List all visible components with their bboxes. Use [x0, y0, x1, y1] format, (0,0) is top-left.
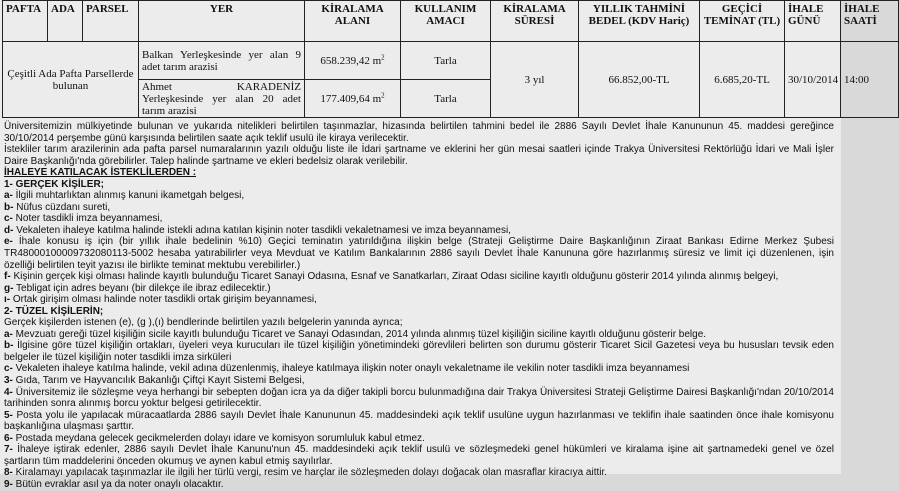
list-item: c- Vekaleten ihaleye katılma halinde, vekil adına düzenlenmiş, ihaleye katılmaya ilişkin noter onaylı vekaletname ile vekilin noter tasdikli imza beyannamesi [4, 363, 690, 375]
deposit-cell: 6.685,20-TL [700, 42, 785, 118]
location-cell: Ahmet KARADENİZ Yerleşkesinde yer alan 20 adet tarım arazisi [139, 80, 305, 118]
list-item: c- Noter tasdikli imza beyannamesi, [4, 213, 163, 225]
col-header-pafta: PAFTA [3, 1, 48, 42]
purpose-cell: Tarla [401, 80, 491, 118]
location-cell: Balkan Yerleşkesinde yer alan 9 adet tarım arazisi [139, 42, 305, 80]
intro-paragraph: İstekliler tarım arazilerinin ada pafta parsel numaralarının yazılı olduğu liste ile İdari şartname ve eklerini her gün mesai saatleri içinde Trakya Üniversitesi Rektörlüğü İdari ve Mali İşler Daire Başkanlığı'nda görebilirler. Talep halinde şartname ve ekleri bedelsiz olarak verilebilir. [4, 144, 834, 167]
area-cell [305, 80, 401, 118]
list-item: a- İlgili muhtarlıktan alınmış kanuni ikametgah belgesi, [4, 190, 245, 202]
section-intro: Gerçek kişilerden istenen (e), (g ),(ı) bendlerinde belirtilen yazılı belgelerin yanında ayrıca; [4, 317, 403, 329]
price-cell: 66.852,00-TL [579, 42, 700, 118]
purpose-cell: Tarla [401, 42, 491, 80]
list-item: ı- Ortak girişim olması halinde noter tasdikli ortak girişim beyannamesi, [4, 294, 317, 306]
parcel-cell: Çeşitli Ada Pafta Parsellerde bulunan [3, 42, 139, 118]
list-item: g- Tebligat için adres beyanı (bir dilekçe ile ibraz edilecektir.) [4, 282, 271, 294]
list-item: b- Nüfus cüzdanı sureti, [4, 201, 111, 213]
tender-time-cell: 14:00 [841, 42, 899, 118]
announcement-body [4, 121, 834, 491]
list-item: 8- Kiralamayı yapılacak taşınmazlar ile ilgili her türlü vergi, resim ve harçlar ile sözleşmeden dolayı doğacak olan masraflar kiracıya aittir. [4, 467, 608, 479]
col-header-parsel: PARSEL [83, 1, 139, 42]
table-header-row [3, 1, 899, 42]
list-item: e- İhale konusu iş için (bir yıllık ihale bedelinin %10) Geçici teminatın yatırıldığına ilişkin belge (Strateji Geliştirme Daire Başkanlığının Ziraat Bankası Edirne Merkez Şubesi TR480001000097320801​13-5002 hesaba yatırabilirler veya Mevduat ve Katılım Bankalarının 2886 sayılı Devlet İhale Kanununa göre hazırlanmış süresiz ve limit içi düzenlenen, işin özelliği belirtilen teyit yazısı ile birlikte teminat mektubu verebilirler.) [4, 236, 834, 271]
col-header-alan: KİRALAMA ALANI [305, 1, 401, 42]
area-unit: 2 [381, 90, 385, 99]
col-header-bedel: YILLIK TAHMİNİ BEDEL (KDV Hariç) [579, 1, 700, 42]
list-item: a- Mevzuatı gereği tüzel kişiliğin sicile kayıtlı bulunduğu Ticaret ve Sanayi Odasından, 2014 yılında alınmış tüzel kişiliğin siciline kayıtlı olduğunu gösterir belge. [4, 328, 707, 340]
list-item: f- Kişinin gerçek kişi olması halinde kayıtlı bulunduğu Ticaret Sanayi Odasına, Esnaf ve Sanatkarları, Ziraat Odası siciline kayıtlı olduğunu gösterir 2014 yılında alınmış belgeyi, [4, 271, 779, 283]
section-heading-legal-entities: 2- TÜZEL KİŞİLERİN; [4, 305, 104, 317]
col-header-sure: KİRALAMA SÜRESİ [491, 1, 579, 42]
col-header-yer: YER [139, 1, 305, 42]
col-header-ada: ADA [48, 1, 83, 42]
col-header-gun: İHALE GÜNÜ [785, 1, 841, 42]
requirements-heading: İHALEYE KATILACAK İSTEKLİLERDEN : [4, 167, 197, 179]
tender-date-cell: 30/10/2014 [785, 42, 841, 118]
tender-table [2, 0, 899, 118]
col-header-saat: İHALE SAATİ [841, 1, 899, 42]
list-item: 4- Üniversitemiz ile sözleşme veya herhangi bir sebepten doğan icra ya da diğer takipli borcu bulunmadığına dair Trakya Üniversitesi Strateji Geliştirme Dairesi Başkanlığı'ndan 20/10/2014 tarihinden sonra alınmış borcu yoktur belgesi getirilecektir. [4, 386, 834, 410]
duration-cell: 3 yıl [491, 42, 579, 118]
intro-paragraph: Üniversitemizin mülkiyetinde bulunan ve yukarıda nitelikleri belirtilen taşınmazlar, hizasında belirtilen tahmini bedel ile 2886 Sayılı Devlet İhale Kanununun 45. maddesi gereğince 30/10/2014 perşembe günü karşısında belirtilen saate açık teklif usulü ile kiraya verilecektir. [4, 121, 834, 144]
list-item: d- Vekaleten ihaleye katılma halinde istekli adına katılan kişinin noter tasdikli vekaletnamesi ve imza beyannamesi, [4, 224, 511, 236]
section-heading-real-persons: 1- GERÇEK KİŞİLER; [4, 178, 105, 190]
area-cell [305, 42, 401, 80]
col-header-teminat: GEÇİCİ TEMİNAT (TL) [700, 1, 785, 42]
table-row [3, 42, 899, 80]
area-unit: 2 [381, 52, 385, 61]
list-item: 9- Bütün evraklar asıl ya da noter onaylı olacaktır. [4, 478, 224, 490]
list-item: 5- Posta yolu ile yapılacak müracaatlarda 2886 sayılı Devlet İhale Kanununun 45. maddesindeki açık teklif usulüne uygun hazırlanması ve teklifin ihale saatinden önce ihale komisyonu başkanlığına ulaşması şarttır. [4, 409, 834, 433]
area-value: 658.239,42 m [320, 54, 382, 67]
list-item: b- İlgisine göre tüzel kişiliğin ortakları, üyeleri veya kurucuları ile tüzel kişiliğin yönetimindeki görevlileri belirten son durumu gösterir Ticaret Sicil Gazetesi veya bu hususları tevsik eden belgeler ile tüzel kişiliğin noter tasdikli imza sirküleri [4, 340, 834, 363]
list-item: 3- Gıda, Tarım ve Hayvancılık Bakanlığı Çiftçi Kayıt Sistemi Belgesi, [4, 375, 305, 387]
list-item: 6- Postada meydana gelecek gecikmelerden dolayı idare ve komisyon sorumluluk kabul etmez. [4, 432, 425, 444]
list-item: 7- İhaleye iştirak edenler, 2886 sayılı Devlet İhale Kanunu'nun 45. maddesindeki açık teklif usulü ve sözleşmedeki genel hükümleri ve kiralama işine ait şartnamedeki genel ve özel şartların tüm maddelerini önceden okumuş ve aynen kabul etmiş sayılırlar. [4, 444, 834, 467]
area-value: 177.409,64 m [320, 92, 382, 105]
col-header-amac: KULLANIM AMACI [401, 1, 491, 42]
